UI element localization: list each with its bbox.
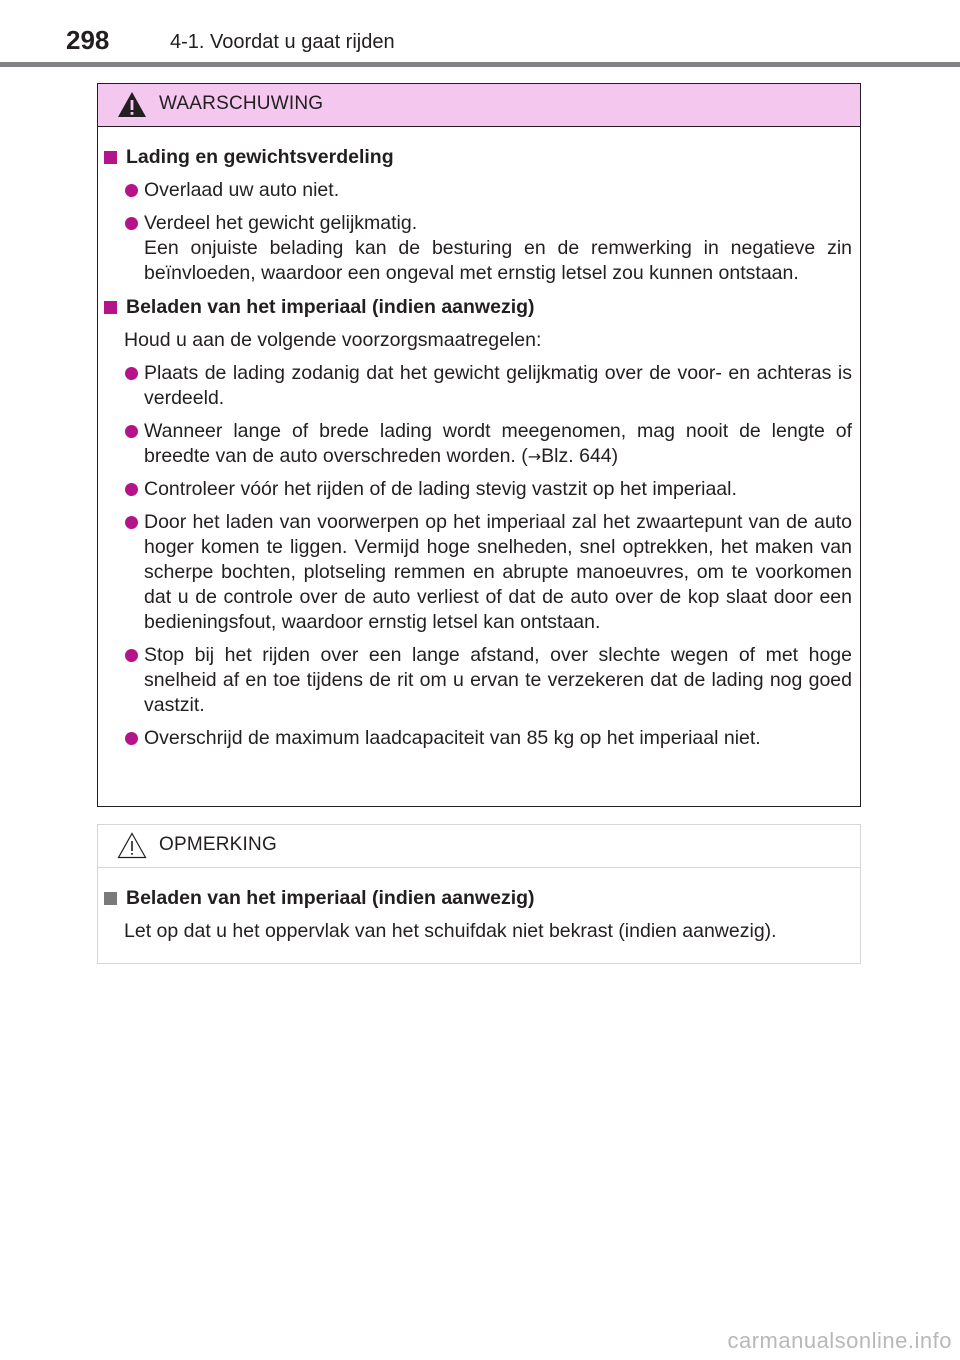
section-title: 4-1. Voordat u gaat rijden	[170, 31, 395, 53]
bullet-icon	[125, 184, 138, 197]
notice-body	[98, 886, 860, 944]
warning-section-roof	[104, 295, 852, 751]
section-heading-text: Beladen van het imperiaal (indien aanwezig)	[126, 296, 535, 318]
section-square-icon	[104, 892, 117, 905]
warning-triangle-icon	[117, 91, 147, 118]
caution-triangle-outline-icon	[117, 832, 147, 859]
bullet-icon	[125, 732, 138, 745]
page-header	[0, 0, 960, 70]
section-square-icon	[104, 301, 117, 314]
section-square-icon	[104, 151, 117, 164]
section-heading	[104, 886, 852, 911]
warning-body	[98, 145, 860, 751]
notice-text: Let op dat u het oppervlak van het schuifdak niet bekrast (indien aanwezig).	[124, 920, 777, 942]
list-item	[104, 510, 852, 635]
arrow-right-icon: →	[527, 447, 542, 466]
list-item	[104, 477, 852, 502]
list-item	[104, 643, 852, 718]
section-heading	[104, 145, 852, 170]
list-item-text: Overlaad uw auto niet.	[144, 179, 340, 201]
bullet-icon	[125, 483, 138, 496]
section-heading-text: Beladen van het imperiaal (indien aanwezig)	[126, 887, 535, 909]
notice-section	[104, 886, 852, 944]
list-item	[104, 211, 852, 286]
notice-title: OPMERKING	[159, 834, 277, 855]
bullet-icon	[125, 367, 138, 380]
list-item-text: Overschrijd de maximum laadcapaciteit van 85 kg op het imperiaal niet.	[144, 727, 761, 749]
header-divider	[0, 62, 960, 67]
page-reference[interactable]	[521, 445, 618, 467]
list-item	[104, 726, 852, 751]
warning-header	[98, 84, 860, 127]
page-number: 298	[66, 25, 110, 55]
notice-header	[98, 825, 860, 868]
list-item-detail: Een onjuiste belading kan de besturing en de remwerking in negatieve zin beïnvloeden, waardoor een ongeval met ernstig letsel zou kunnen ontstaan.	[144, 237, 852, 284]
page-reference-open: (	[521, 445, 528, 467]
list-item	[104, 419, 852, 469]
list-item-text: Controleer vóór het rijden of de lading stevig vastzit op het imperiaal.	[144, 478, 737, 500]
bullet-icon	[125, 425, 138, 438]
warning-section-loading	[104, 145, 852, 286]
watermark: carmanualsonline.info	[727, 1328, 952, 1353]
list-item-text: Plaats de lading zodanig dat het gewicht gelijkmatig over de voor- en achteras is verdeeld.	[144, 362, 852, 409]
section-heading-text: Lading en gewichtsverdeling	[126, 146, 394, 168]
list-item-text: Verdeel het gewicht gelijkmatig.	[144, 212, 418, 234]
list-item-text: Door het laden van voorwerpen op het imperiaal zal het zwaartepunt van de auto hoger komen te liggen. Vermijd hoge snelheden, snel optrekken, het maken van scherpe bochten, plotseling remmen en abrupte manoeuvres, om te voorkomen dat u de controle over de auto verliest of dat de auto over de kop slaat door een bedieningsfout, waardoor ernstig letsel kan ontstaan.	[144, 511, 852, 633]
bullet-icon	[125, 649, 138, 662]
page-reference-text: Blz. 644)	[541, 445, 619, 467]
list-item	[104, 361, 852, 411]
section-heading	[104, 295, 852, 320]
list-item-text: Stop bij het rijden over een lange afstand, over slechte wegen of met hoge snelheid af en toe tijdens de rit om u ervan te verzekeren dat de lading nog goed vastzit.	[144, 644, 852, 716]
warning-box	[97, 83, 861, 807]
section-intro: Houd u aan de volgende voorzorgsmaatregelen:	[124, 329, 542, 351]
list-item	[104, 178, 852, 203]
warning-title: WAARSCHUWING	[159, 93, 324, 114]
list-item-text: Wanneer lange of brede lading wordt meegenomen, mag nooit de lengte of breedte van de auto overschreden worden.	[144, 420, 852, 467]
bullet-icon	[125, 217, 138, 230]
notice-box	[97, 824, 861, 964]
bullet-icon	[125, 516, 138, 529]
